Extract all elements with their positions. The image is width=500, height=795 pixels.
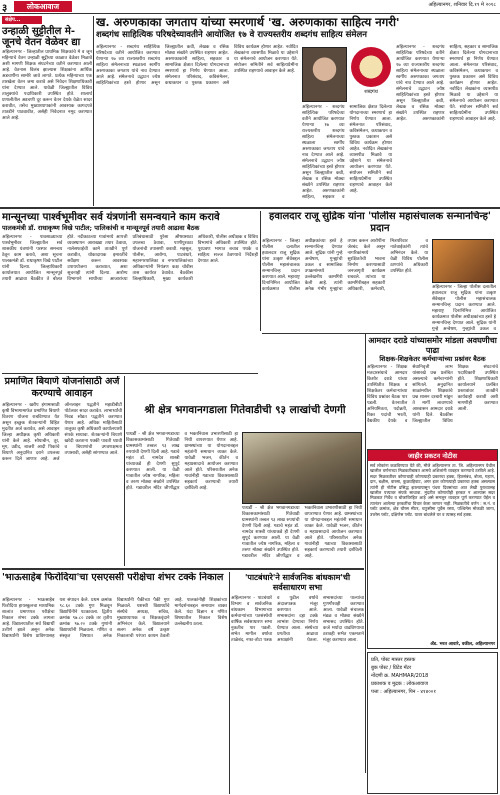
award-body-lower: अहिल्यानगर - जिल्हा पोलीस दलातील हवालदार राजू सुद्रिक यांना उत्कृष्ट सेवेबद्दल पोलीस महासंचालक सन्मानचिन्ह प्रदान करण्यात आले. महाराष्ट्र दिनानिमित्त आयोजित कार्यक्रमात पोलीस अधीक्षकांच्या हस्ते हे सन्मानचिन्ह देण्यात आले. सुद्रिक यांनी गुन्हे अन्वेषण, गुन्ह्यांची उकल व xyxy=(432,285,496,331)
lead-logo-caption: शब्दगंध xyxy=(364,89,378,95)
imprint-box xyxy=(367,652,498,794)
result-headline: 'भाऊसाहेब फिरोदिया'चा एसएससी परीक्षेचा शंभर टक्के निकाल xyxy=(2,572,224,583)
award-headline: हवालदार राजू सुद्रिक यांना 'पोलीस महासंचालक सन्मानचिन्ह' प्रदान xyxy=(269,211,491,234)
edition-date: अहिल्यानगर, शनिवार दि.१९ मे २०१८ xyxy=(428,2,496,8)
notice-signature: ॲड. भरत आवारे, वकील, अहिल्यानगर xyxy=(430,642,495,647)
imprint-line: पत्ता : अहिल्यानगर, पिन - ४१४००१ xyxy=(371,689,437,695)
donation-body-lower: पाथर्डी - श्री क्षेत्र भगवानगडाच्या विकासकामांसाठी गितेवाडी ग्रामस्थांनी तब्बल ९३ लाख रुपयांची देणगी दिली आहे. गडाचे महंत डॉ. नामदेव शास्त्री यांच्याकडे ही देणगी सुपूर्द करण्यात आली. या वेळी गावातील ज्येष्ठ नागरिक, महिला व तरुण मोठ्या संख्येने उपस्थित होते. गडावरील मंदिर जीर्णोद्धार व भक्तनिवास उभारणीसाठी हा निधी वापरण्यात येणार आहे. ग्रामस्थांच्या या योगदानाबद्दल महंतांनी समाधान व्यक्त केले. यावेळी भजन, कीर्तन व महाप्रसादाचे आयोजन करण्यात आले होते. परिसरातील अनेक गावांनीही गडाच्या विकासासाठी सहकार्य करण्याची तयारी दर्शविली आहे. xyxy=(242,506,362,559)
story-result xyxy=(2,572,227,794)
section-tag: संक्षेप... xyxy=(2,16,42,24)
lead-headline: ख. अरुणकाका जगताप यांच्या स्मरणार्थ 'ख. अरुणकाका साहित्य नगरी' xyxy=(96,15,400,29)
teachers-body: अहिल्यानगर - शिक्षक मतदारसंघाचे आमदार किशोर दराडे यांच्या उपस्थितीत शिक्षक व शिक्षकेतर कर्मचाऱ्यांच्या विविध प्रश्नांवर बैठक पार पडली. वेतनातील अनियमितता, पदोन्नती, रिक्त पदांची भरती, वैद्यकीय देयके व सेवानिवृत्ती लाभ यांसारखे प्रश्न प्रलंबित असल्याचे कर्मचाऱ्यांनी सांगितले. अनुदानित शाळांमधील शिक्षकांचे प्रश्न शासन दरबारी मांडून ते मार्गी लावण्याचे आश्वासन आमदार दराडे यांनी दिले. बैठकीस जिल्ह्यातील विविध शिक्षक संघटनांचे पदाधिकारी उपस्थित होते. शिक्षणाधिकारी कार्यालयाने प्रलंबित प्रस्तावांवर तातडीने कार्यवाही करावी अशी मागणीही करण्यात आली. xyxy=(367,365,498,424)
imprint-line: बुक पोस्ट / प्रिंटेड मॅटर xyxy=(371,665,412,671)
story-society-meeting xyxy=(231,572,364,794)
monsoon-headline: मान्सूनच्या पार्श्वभूमीवर सर्व यंत्रणांनी समन्वयाने काम करावे xyxy=(2,211,220,223)
teachers-headline: आमदार दराडे यांच्यासमोर मांडला अवघणीचा पाढा xyxy=(368,335,497,355)
teachers-kicker: शिक्षक-शिक्षकेतर कर्मचाऱ्यांच्या प्रश्नांवर बैठक xyxy=(379,355,486,363)
story-monsoon xyxy=(2,211,258,396)
lead-subheadline: शब्दगंध साहित्यिक परिषदेच्यावतीने आयोजित १७ वे राज्यस्तरीय शब्दगंध साहित्य संमेलन xyxy=(96,30,367,40)
story-donation xyxy=(126,404,364,570)
notice-title: जाहीर प्रकटन नोटीस xyxy=(368,450,497,461)
result-body: अहिल्यानगर - भाऊसाहेब फिरोदिया हायस्कूलचा माध्यमिक शालांत प्रमाणपत्र परीक्षेचा निकाल शंभर टक्के लागला आहे. विद्यालयातील सर्व विद्यार्थी उत्तीर्ण झाले असून अनेक विद्यार्थ्यांनी विशेष प्राविण्यासह यश संपादन केले. प्रथम क्रमांक ९८.६० टक्के गुण मिळवून विद्यार्थिनीने पटकावला. द्वितीय क्रमांक ९७.८० टक्के तर तृतीय क्रमांक ९७.२० टक्के गुणांनी विद्यार्थ्यांनी मिळवला. गणित व संस्कृत विषयात अनेक विद्यार्थ्यांनी पैकीच्या पैकी गुण मिळवले. यशस्वी विद्यार्थ्यांचे संस्थेचे अध्यक्ष, सचिव, मुख्याध्यापक व शिक्षकवृंदाने अभिनंदन केले. विद्यालयाने सलग अनेक वर्षे उत्कृष्ट निकालाची परंपरा कायम ठेवली आहे. पालकांनीही शिक्षकांच्या मार्गदर्शनाबद्दल समाधान व्यक्त केले. यंदा विज्ञान व गणित विषयातील निकाल विशेष उल्लेखनीय ठरला. xyxy=(2,598,227,639)
logo xyxy=(14,1,72,12)
story-seed-scheme xyxy=(2,376,122,566)
logo-text: लोकआवाज xyxy=(26,2,60,11)
lead-body-under-photo: अहिल्यानगर - शब्दगंध साहित्यिक परिषदेच्या वतीने आयोजित करण्यात येणाऱ्या १७ व्या राज्यस्तरीय शब्दगंध साहित्य संमेलनाच्या स्थळाला स्वर्गीय अरुणकाका जगताप यांचे नाव देण्यात आले आहे. संमेलनाचे उद्घाटन ज्येष्ठ साहित्यिकांच्या हस्ते होणार असून जिल्ह्यातील कवी, लेखक व रसिक मोठ्या संख्येने उपस्थित राहणार आहेत. अरुणकाकांनी साहित्य, सहकार व सामाजिक क्षेत्रात दिलेल्या योगदानाच्या स्मरणार्थ हा निर्णय घेण्यात आला. संमेलनात परिसंवाद, कविसंमेलन, कथाकथन व पुस्तक प्रकाशन असे विविध कार्यक्रम होणार आहेत. नवोदित लेखकांना व्यासपीठ मिळावे या उद्देशाने या संमेलनाचे आयोजन करण्यात येते. संयोजन समितीने सर्व साहित्यप्रेमींना उपस्थित राहण्याचे आवाहन केले आहे. xyxy=(302,105,392,200)
masthead xyxy=(0,0,500,13)
imprint-line: प्रकाशक व मुद्रक : लोकआवाज xyxy=(371,681,428,687)
lead-photo xyxy=(302,47,347,102)
award-photo xyxy=(432,239,494,283)
society-headline: 'पाटबंधारे'ने सार्वजनिक बांधकाम'ची सर्वसाधारण सभा xyxy=(244,572,351,592)
lead-body-left: अहिल्यानगर - शब्दगंध साहित्यिक परिषदेच्या वतीने आयोजित करण्यात येणाऱ्या १७ व्या राज्यस्तरीय शब्दगंध साहित्य संमेलनाच्या स्थळाला स्वर्गीय अरुणकाका जगताप यांचे नाव देण्यात आले आहे. संमेलनाचे उद्घाटन ज्येष्ठ साहित्यिकांच्या हस्ते होणार असून जिल्ह्यातील कवी, लेखक व रसिक मोठ्या संख्येने उपस्थित राहणार आहेत. अरुणकाकांनी साहित्य, सहकार व सामाजिक क्षेत्रात दिलेल्या योगदानाच्या स्मरणार्थ हा निर्णय घेण्यात आला. संमेलनात परिसंवाद, कविसंमेलन, कथाकथन व पुस्तक प्रकाशन असे विविध कार्यक्रम होणार आहेत. नवोदित लेखकांना व्यासपीठ मिळावे या उद्देशाने या संमेलनाचे आयोजन करण्यात येते. संयोजन समितीने सर्व साहित्यप्रेमींना उपस्थित राहण्याचे आवाहन केले आहे. xyxy=(96,45,298,86)
scheme-headline: प्रमाणित बियाणे योजनांसाठी अर्ज करण्याचे आवाहन xyxy=(4,376,120,399)
scheme-body: अहिल्यानगर - खरीप हंगामासाठी कृषी विभागामार्फत प्रमाणित बियाणे वितरण योजना राबविण्यात येत असून इच्छुक शेतकऱ्यांनी विहित मुदतीत अर्ज करावेत, असे आवाहन जिल्हा अधीक्षक कृषी अधिकारी यांनी केले आहे. सोयाबीन, तूर, मूग, उडीद, बाजरी आदी पिकांचे बियाणे अनुदानित दराने उपलब्ध करून दिले जाणार आहे. अर्ज ऑनलाइन पद्धतीने महाडीबीटी पोर्टलवर सादर करावेत. लाभार्थ्यांची निवड सोडत पद्धतीने करण्यात येणार आहे. अधिक माहितीसाठी तालुका कृषी अधिकारी कार्यालयाशी संपर्क साधावा. शेतकऱ्यांनी बियाणे खरेदी करताना पक्की पावती घ्यावी व बियाणांची उगवणक्षमता तपासावी, असेही सांगण्यात आले. xyxy=(2,403,122,462)
public-notice xyxy=(367,449,498,649)
monsoon-kicker: पालकमंत्री डॉ. राधाकृष्ण विखे पाटील; पालिकांची व मान्सूनपूर्व तयारी आढावा बैठक xyxy=(2,224,200,232)
sidebar-headline: उन्हाळी सुट्टीतील मे- जूनचे वेतन वेळेवर द्या xyxy=(2,26,81,48)
notice-body: सर्व लोकांना कळविण्यात येते की, मौजे अहिल्यानगर ता. जि. अहिल्यानगर येथील खालील वर्णनाच्या मिळकतीबाबत आमचे अशिलांनी व्यवहार करण्याचे ठरविले आहे. सदर मिळकतीवर कोणाचाही कोणत्याही प्रकारचा हक्क, हितसंबंध, बोजा, गहाण, दान, बक्षीस, वारसा, कुळवहिवाट, अगर इतर कोणत्याही प्रकारचा हक्क असल्यास त्यांनी ही नोटीस प्रसिद्ध झाल्यापासून पंधरा दिवसांच्या आत लेखी पुराव्यासह खालील पत्त्यावर संपर्क साधावा. मुदतीत कोणाचीही हरकत न आल्यास सदर मिळकत निर्वेध व बोजाविरहित आहे असे समजून व्यवहार पूर्ण करण्यात येईल व त्यानंतर आलेल्या हरकतींचा विचार केला जाणार नाही. मिळकतीचे वर्णन : स.नं. व प्लॉट क्रमांक, क्षेत्र चौरस मीटर, चतुःसीमा पूर्वेस रस्ता, पश्चिमेस मोकळी जागा, उत्तरेस प्लॉट, दक्षिणेस प्लॉट. यावर बांधलेले घर व त्यासह सर्व हक्क. xyxy=(370,463,495,517)
award-body: अहिल्यानगर - जिल्हा पोलीस दलातील हवालदार राजू सुद्रिक यांना उत्कृष्ट सेवेबद्दल पोलीस महासंचालक सन्मानचिन्ह प्रदान करण्यात आले. महाराष्ट्र दिनानिमित्त आयोजित कार्यक्रमात पोलीस अधीक्षकांच्या हस्ते हे सन्मानचिन्ह देण्यात आले. सुद्रिक यांनी गुन्हे अन्वेषण, गुन्ह्यांची उकल व सामाजिक उपक्रमांमध्ये उल्लेखनीय कामगिरी केली आहे. त्यांनी अनेक गंभीर गुन्ह्यांचा तपास करून आरोपींना जेरबंद केले असून नागरिकांमध्ये सुरक्षिततेची भावना निर्माण करण्यासाठी जनजागृती कार्यक्रम राबवले. त्यांच्या या कामगिरीबद्दल सहकारी अधिकारी, कर्मचारी, मित्रपरिवार व नातेवाईकांनी त्यांचे अभिनंदन केले. या वेळी विविध पोलीस ठाण्यांचे अधिकारी उपस्थित होते. xyxy=(262,239,428,292)
lead-story xyxy=(96,15,498,205)
imprint-line: नोंदणी क्र. MAHMAR/2018 xyxy=(371,673,429,679)
monsoon-body: अहिल्यानगर - पावसाळ्याच्या पार्श्वभूमीवर जिल्ह्यातील सर्व शासकीय यंत्रणांनी परस्पर समन्वय ठेवून काम करावे, अशा सूचना पालकमंत्री डॉ. राधाकृष्ण विखे पाटील यांनी दिल्या. जिल्हाधिकारी कार्यालयात आयोजित मान्सूनपूर्व तयारी आढावा बैठकीत ते बोलत होते. नदीकाठच्या गावांमध्ये आपत्ती व्यवस्थापन आराखडा तयार ठेवावा, नालेसफाईची कामे तातडीने पूर्ण करावीत, धोकादायक इमारतींचे सर्वेक्षण करून आवश्यक उपाययोजना कराव्यात, अशा सूचनाही त्यांनी दिल्या. आरोग्य विभागाने साथीच्या आजारांच्या प्रतिबंधासाठी पुरेसा औषधसाठा उपलब्ध ठेवावा, पाणीपुरवठा योजनांची तपासणी करावी. महसूल, पोलीस, आरोग्य, पाटबंधारे, महानगरपालिका व नगरपालिकांच्या अधिकाऱ्यांनी नियंत्रण कक्ष चोवीस तास कार्यरत ठेवावेत. बैठकीस जिल्हाधिकारी, मुख्य कार्यकारी अधिकारी, पोलीस अधीक्षक व विविध विभागांचे अधिकारी उपस्थित होते. पूरप्रवण भागात बचाव पथके व साहित्य सज्ज ठेवण्याचे निर्देशही देण्यात आले. xyxy=(2,235,258,282)
donation-photo xyxy=(242,432,362,504)
sidebar-brief xyxy=(2,16,92,206)
story-award xyxy=(262,211,498,331)
sidebar-body: अहिल्यानगर - जिल्हातील प्राथमिक शिक्षकांचे मे व जून महिन्याचे वेतन उन्हाळी सुट्टीच्या काळात वेळेवर मिळावे अशी मागणी शिक्षक संघटनेच्या वतीने करण्यात आली आहे. वेतनास विलंब झाल्यास शिक्षकांना आर्थिक अडचणींना सामोरे जावे लागते. प्रत्येक महिन्याच्या एक तारखेला वेतन जमा करावे असे निवेदन शिक्षणाधिकारी यांना देण्यात आले. यावेळी जिल्ह्यातील विविध तालुक्यांचे पदाधिकारी उपस्थित होते. शालार्थ प्रणालीतील अडचणी दूर करून वेतन देयके वेळेत सादर करावीत, तसेच मुख्याध्यापकांनी आवश्यक कागदपत्रे तातडीने पाठवावीत, असेही निवेदनात नमूद करण्यात आले आहे. xyxy=(2,50,92,121)
shabdgandh-logo xyxy=(351,47,391,87)
imprint-line: प्रति, पोस्ट मास्तर हस्तक xyxy=(371,657,416,663)
page-number: ३ xyxy=(2,3,8,13)
society-body: अहिल्यानगर - पाटबंधारे विभाग व सार्वजनिक बांधकाम विभागाच्या कर्मचाऱ्यांच्या पतसंस्थेची वार्षिक सर्वसाधारण सभा नुकतीच पार पडली. सभेत मागील वर्षाचा ताळेबंद, नफा-तोटा पत्रक व पुढील वर्षाचे अंदाजपत्रक मंजूर करण्यात आले. सभासदांना दहा टक्के लाभांश देण्याचा निर्णय घेण्यात आला. संस्थेच्या प्रगतीचा आढावा अध्यक्षांनी घेतला. सभासदांच्या पाल्यांचा गुणगौरवही करण्यात आला. यावेळी संचालक मंडळ व मोठ्या संख्येने सभासद उपस्थित होते. कर्ज मर्यादा वाढविण्याचा ठरावही सभेत एकमताने मंजूर करण्यात आला. xyxy=(231,596,364,643)
story-teachers xyxy=(367,335,498,447)
donation-body: पाथर्डी - श्री क्षेत्र भगवानगडाच्या विकासकामांसाठी गितेवाडी ग्रामस्थांनी तब्बल ९३ लाख रुपयांची देणगी दिली आहे. गडाचे महंत डॉ. नामदेव शास्त्री यांच्याकडे ही देणगी सुपूर्द करण्यात आली. या वेळी गावातील ज्येष्ठ नागरिक, महिला व तरुण मोठ्या संख्येने उपस्थित होते. गडावरील मंदिर जीर्णोद्धार व भक्तनिवास उभारणीसाठी हा निधी वापरण्यात येणार आहे. ग्रामस्थांच्या या योगदानाबद्दल महंतांनी समाधान व्यक्त केले. यावेळी भजन, कीर्तन व महाप्रसादाचे आयोजन करण्यात आले होते. परिसरातील अनेक गावांनीही गडाच्या विकासासाठी सहकार्य करण्याची तयारी दर्शविली आहे. xyxy=(126,432,238,491)
donation-headline: श्री क्षेत्र भगवानगडाला गितेवाडीची ९३ लाखांची देणगी xyxy=(144,404,346,416)
lead-body-right: अहिल्यानगर - शब्दगंध साहित्यिक परिषदेच्या वतीने आयोजित करण्यात येणाऱ्या १७ व्या राज्यस्तरीय शब्दगंध साहित्य संमेलनाच्या स्थळाला स्वर्गीय अरुणकाका जगताप यांचे नाव देण्यात आले आहे. संमेलनाचे उद्घाटन ज्येष्ठ साहित्यिकांच्या हस्ते होणार असून जिल्ह्यातील कवी, लेखक व रसिक मोठ्या संख्येने उपस्थित राहणार आहेत. अरुणकाकांनी साहित्य, सहकार व सामाजिक क्षेत्रात दिलेल्या योगदानाच्या स्मरणार्थ हा निर्णय घेण्यात आला. संमेलनात परिसंवाद, कविसंमेलन, कथाकथन व पुस्तक प्रकाशन असे विविध कार्यक्रम होणार आहेत. नवोदित लेखकांना व्यासपीठ मिळावे या उद्देशाने या संमेलनाचे आयोजन करण्यात येते. संयोजन समितीने सर्व साहित्यप्रेमींना उपस्थित राहण्याचे आवाहन केले आहे. xyxy=(396,45,498,122)
